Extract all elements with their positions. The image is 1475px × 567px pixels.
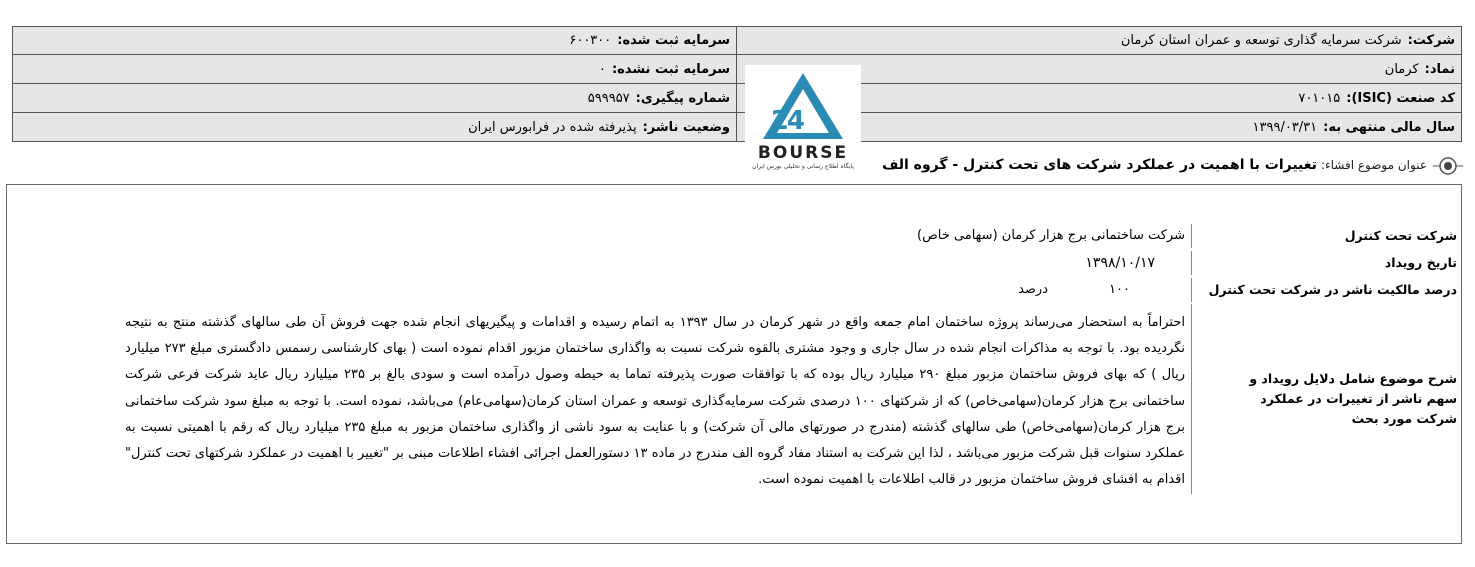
- publisher-status-value: پذیرفته شده در فرابورس ایران: [468, 120, 637, 135]
- description-label-text: شرح موضوع شامل دلایل رویداد و سهم ناشر از تغییرات در عملکرد شرکت مورد بحث: [1249, 371, 1457, 426]
- tracking-row: [13, 85, 736, 113]
- unregistered-capital-label: سرمایه ثبت نشده:: [611, 62, 730, 77]
- company-row: [737, 27, 1461, 55]
- header-table: [12, 26, 1462, 142]
- registered-capital-label: سرمایه ثبت شده:: [617, 33, 730, 48]
- tracking-value: ۵۹۹۹۵۷: [587, 91, 630, 106]
- logo-text: BOURSE: [757, 143, 849, 163]
- isic-label: کد صنعت (ISIC):: [1346, 91, 1455, 106]
- publisher-status-row: [13, 114, 736, 142]
- bourse-emblem-icon: [745, 65, 861, 143]
- registered-capital-value: ۶۰۰۳۰۰: [569, 33, 612, 48]
- target-bullet-icon: [1433, 156, 1463, 176]
- controlled-company-value: شرکت ساختمانی برج هزار کرمان (سهامی خاص): [917, 228, 1185, 243]
- logo-subtitle: پایگاه اطلاع رسانی و تحلیلی بورس ایران: [752, 163, 854, 170]
- ownership-unit: درصد: [1018, 282, 1048, 297]
- fiscal-label: سال مالی منتهی به:: [1323, 120, 1455, 135]
- subject-label: عنوان موضوع افشاء:: [1320, 158, 1427, 172]
- event-date-label: تاریخ رویداد: [1191, 251, 1463, 275]
- description-label: [1191, 304, 1463, 494]
- header-divider: [736, 27, 737, 141]
- symbol-label: نماد:: [1424, 62, 1455, 77]
- company-label: شرکت:: [1407, 33, 1455, 48]
- svg-text:2: 2: [770, 106, 789, 136]
- event-date-value: ۱۳۹۸/۱۰/۱۷: [1085, 255, 1155, 271]
- subject-value: تغییرات با اهمیت در عملکرد شرکت های تحت کنترل - گروه الف: [882, 157, 1317, 173]
- description-text: احتراماً به استحضار می‌رساند پروژه ساختمان امام جمعه واقع در شهر کرمان در سال ۱۳۹۳ به اتمام رسیده و اقدامات و پیگیریهای انجام شده جهت فروش آن طی سالهای گذشته منتج به نتیجه نگردیده بود. با توجه به مذاکرات انجام شده در سال جاری و وجود مشتری بالقوه شرکت نسبت به واگذاری ساختمان مزبور اقدام نموده است ( بهای کارشناسی رسمس دادگستری مبلغ ۲۷۳ میلیارد ریال ) که بهای فروش ساختمان مزبور مبلغ ۲۹۰ میلیارد ریال بوده که با توافقات صورت پذیرفته تماما به حیطه وصول درآمده است و سودی بالغ بر ۲۳۵ میلیارد ریال عاید شرکت فرعی شرکت ساختمانی برج هزار کرمان(سهامی‌خاص) که از شرکتهای ۱۰۰ درصدی شرکت سرمایه‌گذاری توسعه و عمران استان کرمان(سهامی‌عام) می‌باشد، نموده است. با توجه به مبلغ سود شرکت ساختمانی برج هزار کرمان(سهامی‌خاص) طی سالهای گذشته (مندرج در صورتهای مالی آن شرکت) و با عنایت به سود ناشی از واگذاری ساختمان مزبور به مبلغ ۲۳۵ میلیارد ریال که رقم با اهمیتی نسبت به عملکرد سنوات قبل شرکت مزبور می‌باشد ، لذا این شرکت به استناد مفاد گروه الف مندرج در ماده ۱۳ دستورالعمل اجرائی افشاء اطلاعات مبنی بر "تغییر با اهمیت در عملکرد شرکتهای تحت کنترل" اقدام به افشای فروش ساختمان مزبور در قالب اطلاعات با اهمیت نموده است.: [125, 315, 1186, 488]
- registered-capital-row: [13, 27, 736, 55]
- ownership-label: درصد مالکیت ناشر در شرکت تحت کنترل: [1191, 278, 1463, 302]
- unregistered-capital-value: ۰: [598, 62, 606, 77]
- fiscal-value: ۱۳۹۹/۰۳/۳۱: [1252, 120, 1318, 135]
- svg-text:4: 4: [786, 106, 805, 136]
- ownership-value: ۱۰۰: [1109, 282, 1130, 297]
- tracking-label: شماره پیگیری:: [635, 91, 730, 106]
- bourse-logo: [745, 65, 861, 175]
- disclosure-subject: [882, 152, 1463, 178]
- symbol-value: کرمان: [1384, 62, 1419, 77]
- company-value: شرکت سرمایه گذاری توسعه و عمران استان کرمان: [1120, 33, 1402, 48]
- isic-value: ۷۰۱۰۱۵: [1298, 91, 1341, 106]
- unregistered-capital-row: [13, 56, 736, 84]
- publisher-status-label: وضعیت ناشر:: [642, 120, 730, 135]
- controlled-company-label: شرکت تحت کنترل: [1191, 224, 1463, 248]
